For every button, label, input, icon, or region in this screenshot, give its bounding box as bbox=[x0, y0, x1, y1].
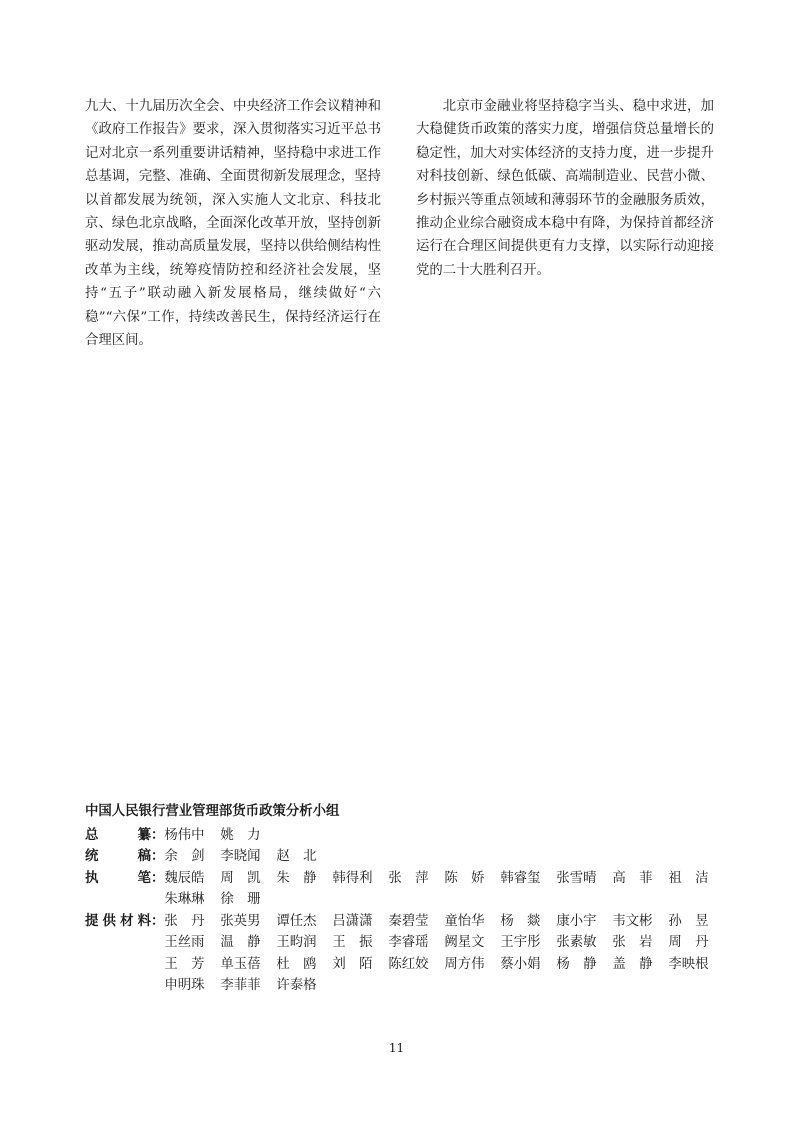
credits-block bbox=[85, 801, 709, 997]
right-column bbox=[416, 95, 714, 282]
contributor-name: 蔡小娟 bbox=[500, 956, 541, 972]
contributor-name: 吕潇潇 bbox=[332, 913, 373, 929]
credits-title: 中国人民银行营业管理部货币政策分析小组 bbox=[85, 804, 340, 819]
contributor-name: 韩睿玺 bbox=[500, 870, 541, 886]
contributor-name: 张英男 bbox=[220, 913, 261, 929]
contributor-name: 张 岩 bbox=[612, 935, 653, 950]
role-colon: ： bbox=[151, 849, 165, 864]
role-names bbox=[164, 846, 724, 868]
role-label-wrap bbox=[85, 911, 164, 997]
role-colon: ： bbox=[151, 870, 165, 886]
contributor-name: 赵 北 bbox=[276, 849, 317, 864]
role-label: 执 笔 bbox=[85, 870, 151, 886]
contributor-name: 秦碧莹 bbox=[388, 913, 429, 929]
contributor-name: 周方伟 bbox=[444, 956, 485, 972]
contributor-name: 康小宇 bbox=[556, 913, 597, 929]
contributor-name: 王 芳 bbox=[164, 956, 205, 972]
contributor-name: 王 振 bbox=[332, 935, 373, 950]
right-column-paragraph: 北京市金融业将坚持稳字当头、稳中求进，加大稳健货币政策的落实力度，增强信贷总量增长的稳定性，加大对实体经济的支持力度，进一步提升对科技创新、绿色低碳、高端制造业、民营小微、乡村振兴等重点领域和薄弱环节的金融服务质效，推动企业综合融资成本稳中有降，为保持首都经济运行在合理区间提供更有力支撑，以实际行动迎接党的二十大胜利召开。 bbox=[416, 99, 714, 278]
role-label: 提供材料 bbox=[85, 913, 151, 929]
page-number: 11 bbox=[388, 1041, 405, 1055]
role-label: 总 纂 bbox=[85, 827, 151, 843]
contributor-name: 温 静 bbox=[220, 935, 261, 950]
left-column-paragraph: 九大、十九届历次全会、中央经济工作会议精神和《政府工作报告》要求，深入贯彻落实习近平总书记对北京一系列重要讲话精神，坚持稳中求进工作总基调，完整、准确、全面贯彻新发展理念，坚持以首都发展为统领，深入实施人文北京、科技北京、绿色北京战略，全面深化改革开放，坚持创新驱动发展，推动高质量发展，坚持以供给侧结构性改革为主线，统筹疫情防控和经济社会发展，坚持“五子”联动融入新发展格局，继续做好“六稳”“六保”工作，持续改善民生，保持经济运行在合理区间。 bbox=[85, 99, 381, 349]
contributor-name: 李菲菲 bbox=[220, 978, 261, 993]
credits-role-row bbox=[85, 868, 709, 911]
contributor-name: 杨伟中 bbox=[164, 827, 205, 843]
role-colon: ： bbox=[151, 827, 165, 843]
contributor-name: 许泰格 bbox=[276, 978, 317, 993]
credits-role-row bbox=[85, 825, 705, 847]
role-colon: ： bbox=[151, 913, 165, 929]
contributor-name: 祖 洁 bbox=[668, 870, 709, 886]
contributor-name: 杜 鸥 bbox=[276, 956, 317, 972]
contributor-name: 余 剑 bbox=[164, 849, 205, 864]
role-label-wrap bbox=[85, 825, 164, 847]
contributor-name: 张素敏 bbox=[556, 935, 597, 950]
contributor-name: 朱 静 bbox=[276, 870, 317, 886]
contributor-name: 陈红姣 bbox=[388, 956, 429, 972]
contributor-name: 杨 燚 bbox=[500, 913, 541, 929]
contributor-name: 谭任杰 bbox=[276, 913, 317, 929]
contributor-name: 姚 力 bbox=[220, 827, 261, 843]
contributor-name: 孙 昱 bbox=[668, 913, 709, 929]
contributor-name: 陈 娇 bbox=[444, 870, 485, 886]
contributor-name: 张 丹 bbox=[164, 913, 205, 929]
contributor-name: 朱琳琳 bbox=[164, 892, 205, 907]
contributor-name: 王宇彤 bbox=[500, 935, 541, 950]
contributor-name: 杨 静 bbox=[556, 956, 597, 972]
contributor-name: 周 丹 bbox=[668, 935, 709, 950]
contributor-name: 张 萍 bbox=[388, 870, 429, 886]
role-label: 统 稿 bbox=[85, 849, 151, 864]
contributor-name: 申明珠 bbox=[164, 978, 205, 993]
contributor-name: 高 菲 bbox=[612, 870, 653, 886]
left-column bbox=[85, 95, 381, 352]
credits-roles bbox=[85, 825, 709, 997]
role-names bbox=[164, 868, 724, 911]
credits-role-row bbox=[85, 911, 709, 997]
contributor-name: 盖 静 bbox=[612, 956, 653, 972]
contributor-name: 魏辰皓 bbox=[164, 870, 205, 886]
contributor-name: 李映根 bbox=[668, 956, 709, 972]
role-label-wrap bbox=[85, 868, 164, 911]
contributor-name: 单玉蓓 bbox=[220, 956, 261, 972]
contributor-name: 李睿瑶 bbox=[388, 935, 429, 950]
role-names bbox=[164, 825, 724, 847]
role-names bbox=[164, 911, 724, 997]
contributor-name: 阙星文 bbox=[444, 935, 485, 950]
contributor-name: 韦文彬 bbox=[612, 913, 653, 929]
contributor-name: 刘 陌 bbox=[332, 956, 373, 972]
credits-role-row bbox=[85, 846, 705, 868]
contributor-name: 徐 珊 bbox=[220, 892, 261, 907]
contributor-name: 韩得利 bbox=[332, 870, 373, 886]
contributor-name: 李晓闻 bbox=[220, 849, 261, 864]
role-label-wrap bbox=[85, 846, 164, 868]
contributor-name: 王丝雨 bbox=[164, 935, 205, 950]
contributor-name: 童怡华 bbox=[444, 913, 485, 929]
contributor-name: 张雪晴 bbox=[556, 870, 597, 886]
contributor-name: 周 凯 bbox=[220, 870, 261, 886]
contributor-name: 王畇润 bbox=[276, 935, 317, 950]
